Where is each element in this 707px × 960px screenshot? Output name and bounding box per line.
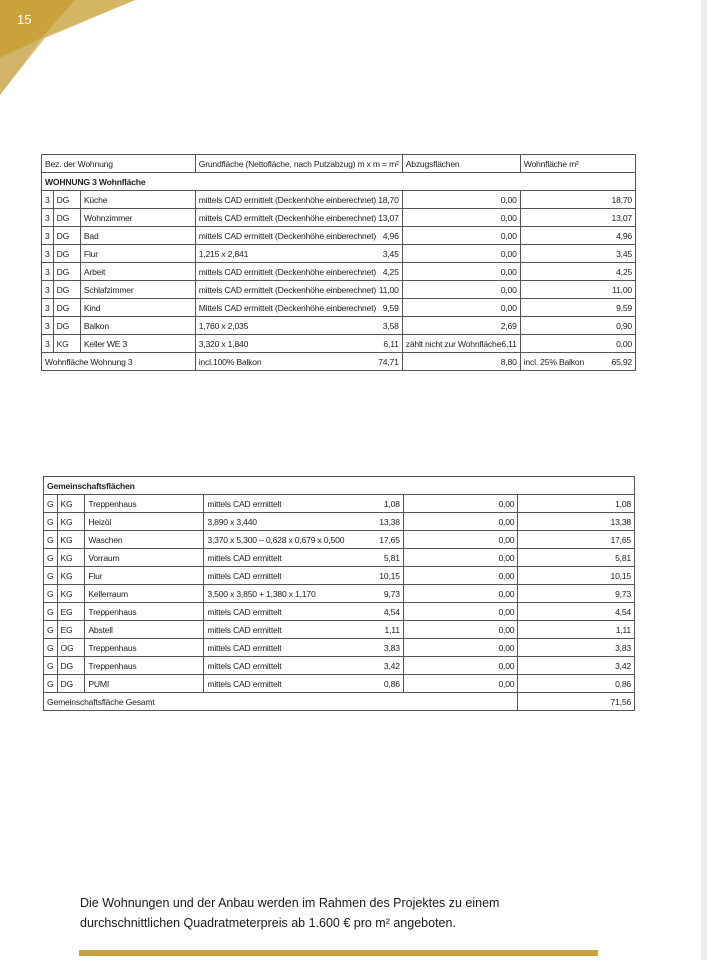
floor: KG — [57, 495, 85, 513]
wohnflaeche: 11,00 — [520, 281, 635, 299]
method: mittels CAD ermittelt (Deckenhöhe einberechnet) — [198, 284, 377, 295]
abzug: 0,00 — [403, 621, 518, 639]
room: Vorraum — [85, 549, 204, 567]
method: mittels CAD ermittelt — [207, 660, 282, 671]
floor: DG — [57, 675, 85, 693]
wohnflaeche: 0,86 — [518, 675, 635, 693]
area: 1,11 — [384, 624, 400, 635]
method: 1,760 x 2,035 — [198, 320, 249, 331]
unit-nr: G — [44, 495, 58, 513]
floor: DG — [53, 245, 80, 263]
area: 10,15 — [379, 570, 400, 581]
wohnflaeche: 3,42 — [518, 657, 635, 675]
method: mittels CAD ermittelt — [207, 498, 282, 509]
floor: KG — [57, 531, 85, 549]
floor: DG — [53, 191, 80, 209]
abzug: 0,00 — [403, 675, 518, 693]
abzug: 0,00 — [403, 531, 518, 549]
abzug: 6,11 — [501, 338, 517, 349]
area: 9,73 — [383, 588, 400, 599]
table-row — [44, 567, 635, 585]
table-row — [44, 513, 635, 531]
header-grundflaeche: Grundfläche (Nettofläche, nach Putzabzug) m x m = m² — [195, 155, 402, 173]
price-note — [80, 893, 499, 933]
total-value: 71,56 — [518, 693, 635, 711]
wohnflaeche: 10,15 — [518, 567, 635, 585]
note-line-2: durchschnittlichen Quadratmeterpreis ab 1.600 € pro m² angeboten. — [80, 916, 456, 930]
area: 13,07 — [378, 212, 399, 223]
method: 1,215 x 2,841 — [198, 248, 249, 259]
header-bez: Bez. der Wohnung — [42, 155, 196, 173]
page-number: 15 — [17, 12, 32, 27]
total-wohn: 65,92 — [611, 356, 632, 367]
floor: KG — [53, 335, 80, 353]
area: 18,70 — [378, 194, 399, 205]
abzug: 0,00 — [403, 657, 518, 675]
unit-nr: G — [44, 603, 58, 621]
wohnflaeche: 4,96 — [520, 227, 635, 245]
section-title: Gemeinschaftsflächen — [44, 477, 635, 495]
room: Kellerraum — [85, 585, 204, 603]
unit-nr: 3 — [42, 209, 54, 227]
room: Bad — [80, 227, 195, 245]
total-row — [44, 693, 635, 711]
wohnflaeche: 9,73 — [518, 585, 635, 603]
unit-nr: 3 — [42, 263, 54, 281]
room: Treppenhaus — [85, 657, 204, 675]
floor: OG — [57, 639, 85, 657]
footer-bar — [79, 950, 598, 956]
method: mittels CAD ermittelt — [207, 678, 282, 689]
wohnflaeche: 5,81 — [518, 549, 635, 567]
total-abzug: 8,80 — [402, 353, 520, 371]
area: 3,58 — [382, 320, 399, 331]
unit-nr: 3 — [42, 191, 54, 209]
wohnflaeche: 4,25 — [520, 263, 635, 281]
wohnflaeche: 0,00 — [520, 335, 635, 353]
abzug: 0,00 — [403, 585, 518, 603]
method: mittels CAD ermittelt — [207, 606, 282, 617]
area: 3,42 — [383, 660, 400, 671]
header-abzug: Abzugsflächen — [402, 155, 520, 173]
unit-nr: G — [44, 639, 58, 657]
abzug: 0,00 — [500, 266, 517, 277]
method: mittels CAD ermittelt — [207, 570, 282, 581]
table-row — [44, 621, 635, 639]
abzug: 0,00 — [500, 284, 517, 295]
total-area: 74,71 — [378, 356, 399, 367]
abzug: 0,00 — [403, 603, 518, 621]
abzug-note: zählt nicht zur Wohnfläche — [405, 338, 502, 349]
table-row — [44, 531, 635, 549]
room: Heizöl — [85, 513, 204, 531]
method: 3,500 x 3,850 + 1,380 x 1,170 — [207, 588, 316, 599]
total-wohn-note: incl. 25% Balkon — [523, 356, 585, 367]
room: Arbeit — [80, 263, 195, 281]
room: Flur — [85, 567, 204, 585]
floor: KG — [57, 585, 85, 603]
method: mittels CAD ermittelt — [207, 624, 282, 635]
area: 4,96 — [382, 230, 399, 241]
room: Balkon — [80, 317, 195, 335]
wohnflaeche: 17,65 — [518, 531, 635, 549]
method: mittels CAD ermittelt — [207, 642, 282, 653]
wohnflaeche: 1,11 — [518, 621, 635, 639]
table-row — [42, 191, 636, 209]
table-row — [42, 245, 636, 263]
abzug: 0,00 — [500, 248, 517, 259]
unit-nr: G — [44, 549, 58, 567]
method: mittels CAD ermittelt (Deckenhöhe einberechnet) — [198, 194, 377, 205]
abzug: 0,00 — [403, 567, 518, 585]
room: Küche — [80, 191, 195, 209]
floor: DG — [57, 657, 85, 675]
abzug: 0,00 — [500, 212, 517, 223]
area: 3,45 — [382, 248, 399, 259]
area: 6,11 — [383, 338, 399, 349]
wohnflaeche: 18,70 — [520, 191, 635, 209]
total-label: Gemeinschaftsfläche Gesamt — [44, 693, 518, 711]
abzug: 0,00 — [403, 639, 518, 657]
area: 1,08 — [383, 498, 400, 509]
table-row — [44, 549, 635, 567]
floor: KG — [57, 567, 85, 585]
table-row — [42, 209, 636, 227]
method: mittels CAD ermittelt — [207, 552, 282, 563]
area: 3,83 — [383, 642, 400, 653]
wohnflaeche: 3,83 — [518, 639, 635, 657]
table-row — [44, 639, 635, 657]
room: Schlafzimmer — [80, 281, 195, 299]
area: 13,38 — [379, 516, 400, 527]
table-header — [42, 155, 636, 173]
floor: KG — [57, 549, 85, 567]
room: Abstell — [85, 621, 204, 639]
floor: KG — [57, 513, 85, 531]
total-row — [42, 353, 636, 371]
method: mittels CAD ermittelt (Deckenhöhe einberechnet) — [198, 212, 377, 223]
area: 17,65 — [379, 534, 400, 545]
unit-nr: 3 — [42, 281, 54, 299]
table-row — [42, 263, 636, 281]
method: mittels CAD ermittelt (Deckenhöhe einberechnet) — [198, 266, 377, 277]
room: Waschen — [85, 531, 204, 549]
floor: EG — [57, 603, 85, 621]
unit-nr: G — [44, 585, 58, 603]
floor: DG — [53, 317, 80, 335]
total-label: Wohnfläche Wohnung 3 — [42, 353, 196, 371]
floor: DG — [53, 281, 80, 299]
wohnflaeche: 4,54 — [518, 603, 635, 621]
table-row — [42, 227, 636, 245]
wohnflaeche: 13,38 — [518, 513, 635, 531]
method: 3,370 x 5,300 – 0,628 x 0,679 x 0,500 — [207, 534, 345, 545]
method: Mittels CAD ermittelt (Deckenhöhe einberechnet) — [198, 302, 377, 313]
abzug: 0,00 — [403, 495, 518, 513]
header-wohnflaeche: Wohnfläche m² — [520, 155, 635, 173]
abzug: 0,00 — [500, 302, 517, 313]
page-edge — [701, 0, 707, 960]
wohnflaeche: 0,90 — [520, 317, 635, 335]
unit-nr: G — [44, 531, 58, 549]
unit-nr: G — [44, 567, 58, 585]
table-row — [42, 281, 636, 299]
table-row — [42, 335, 636, 353]
abzug: 0,00 — [500, 194, 517, 205]
area: 4,54 — [383, 606, 400, 617]
method: 3,320 x 1,840 — [198, 338, 249, 349]
table-row — [42, 299, 636, 317]
section-title: WOHNUNG 3 Wohnfläche — [42, 173, 636, 191]
total-method: incl.100% Balkon — [198, 356, 262, 367]
table-row — [44, 603, 635, 621]
room: PUMI — [85, 675, 204, 693]
unit-nr: G — [44, 675, 58, 693]
wohnflaeche: 1,08 — [518, 495, 635, 513]
unit-nr: G — [44, 621, 58, 639]
abzug: 0,00 — [403, 513, 518, 531]
wohnflaeche: 13,07 — [520, 209, 635, 227]
floor: DG — [53, 209, 80, 227]
area: 11,00 — [378, 284, 399, 295]
abzug: 0,00 — [500, 230, 517, 241]
unit-nr: 3 — [42, 245, 54, 263]
unit-nr: 3 — [42, 317, 54, 335]
floor: DG — [53, 299, 80, 317]
table-row — [42, 317, 636, 335]
wohnung3-table — [41, 154, 636, 371]
floor: DG — [53, 263, 80, 281]
unit-nr: 3 — [42, 227, 54, 245]
table-row — [44, 657, 635, 675]
table-row — [44, 675, 635, 693]
unit-nr: G — [44, 513, 58, 531]
room: Treppenhaus — [85, 603, 204, 621]
unit-nr: 3 — [42, 335, 54, 353]
area: 4,25 — [382, 266, 399, 277]
table-row — [44, 495, 635, 513]
abzug: 2,69 — [500, 320, 517, 331]
area: 0,86 — [383, 678, 400, 689]
area: 5,81 — [383, 552, 400, 563]
wohnflaeche: 9,59 — [520, 299, 635, 317]
room: Keller WE 3 — [80, 335, 195, 353]
wohnflaeche: 3,45 — [520, 245, 635, 263]
gemeinschaft-table — [43, 476, 635, 711]
room: Wohnzimmer — [80, 209, 195, 227]
room: Treppenhaus — [85, 495, 204, 513]
abzug: 0,00 — [403, 549, 518, 567]
table-row — [44, 585, 635, 603]
method: 3,890 x 3,440 — [207, 516, 257, 527]
unit-nr: 3 — [42, 299, 54, 317]
room: Flur — [80, 245, 195, 263]
room: Treppenhaus — [85, 639, 204, 657]
note-line-1: Die Wohnungen und der Anbau werden im Rahmen des Projektes zu einem — [80, 896, 500, 910]
area: 9,59 — [382, 302, 399, 313]
floor: EG — [57, 621, 85, 639]
floor: DG — [53, 227, 80, 245]
room: Kind — [80, 299, 195, 317]
unit-nr: G — [44, 657, 58, 675]
method: mittels CAD ermittelt (Deckenhöhe einberechnet) — [198, 230, 377, 241]
